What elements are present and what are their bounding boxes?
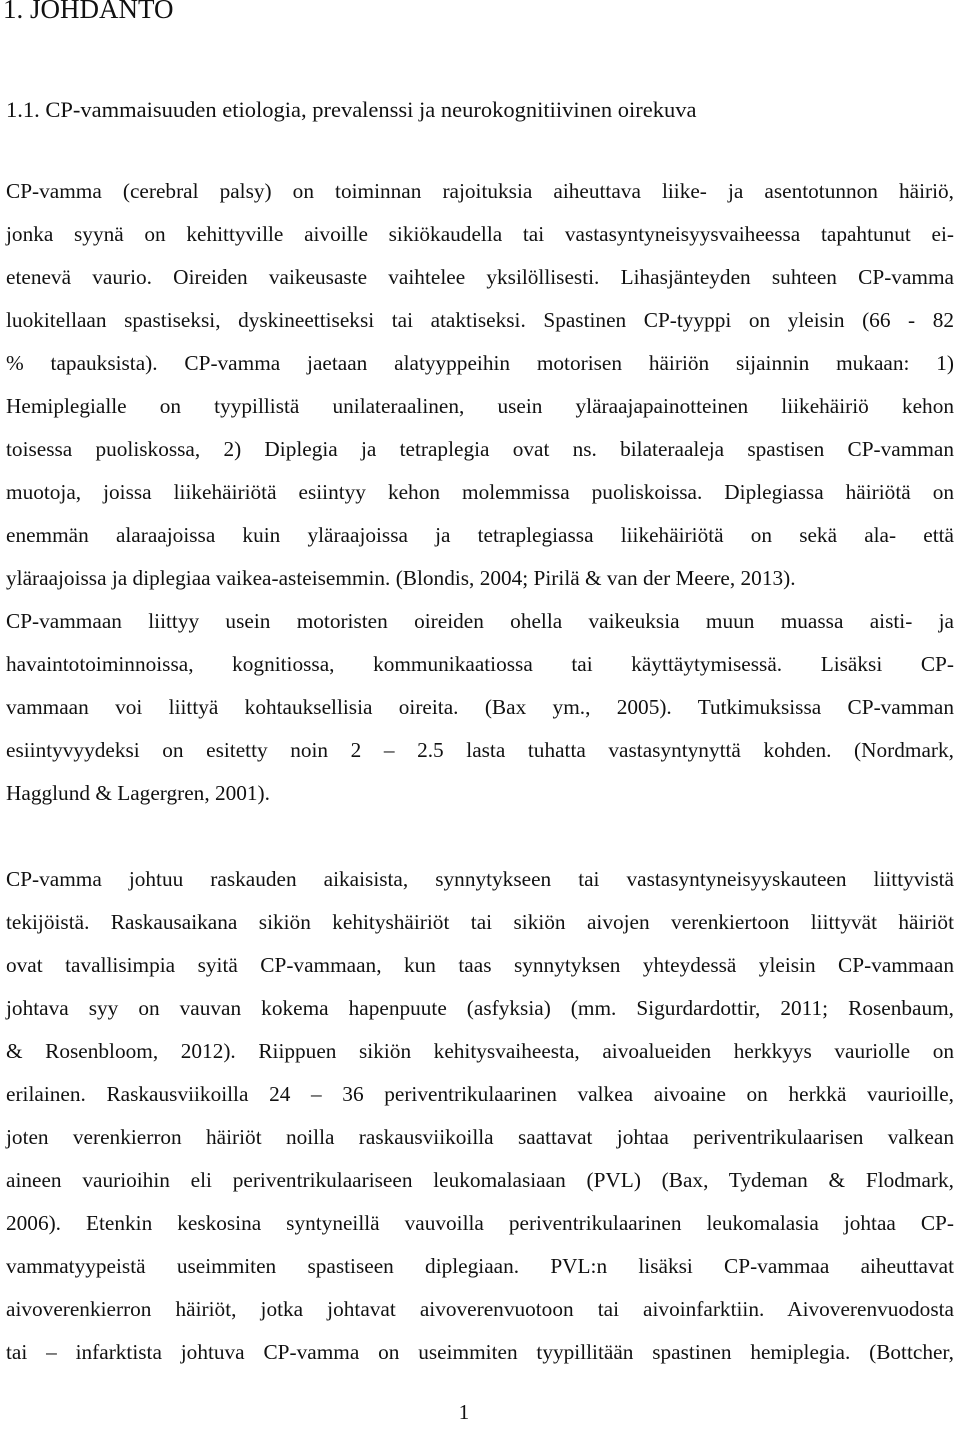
chapter-heading: 1. JOHDANTO — [3, 0, 174, 24]
text-line: tekijöistä. Raskausaikana sikiön kehityshäiriöt tai sikiön aivojen verenkiertoon liittyvät häiriöt — [6, 910, 954, 934]
text-line: luokitellaan spastiseksi, dyskineettiseksi tai ataktiseksi. Spastinen CP-tyyppi on yleisin (66 - 82 — [6, 308, 954, 332]
text-line: etenevä vaurio. Oireiden vaikeusaste vaihtelee yksilöllisesti. Lihasjänteyden suhteen CP-vamma — [6, 265, 954, 289]
text-line: yläraajoissa ja diplegiaa vaikea-asteisemmin. (Blondis, 2004; Pirilä & van der Meere, 2013). — [6, 566, 796, 590]
text-line: ovat tavallisimpia syitä CP-vammaan, kun taas synnytyksen yhteydessä yleisin CP-vammaan — [6, 953, 954, 977]
text-line: & Rosenbloom, 2012). Riippuen sikiön kehitysvaiheesta, aivoalueiden herkkyys vauriolle on — [6, 1039, 954, 1063]
text-line: johtava syy on vauvan kokema hapenpuute (asfyksia) (mm. Sigurdardottir, 2011; Rosenbaum, — [6, 996, 954, 1020]
text-line: joten verenkierron häiriöt noilla raskausviikoilla saattavat johtaa periventrikulaarisen valkean — [6, 1125, 954, 1149]
section-heading: 1.1. CP-vammaisuuden etiologia, prevalenssi ja neurokognitiivinen oirekuva — [6, 97, 697, 122]
text-line: Hagglund & Lagergren, 2001). — [6, 781, 270, 805]
text-line: enemmän alaraajoissa kuin yläraajoissa ja tetraplegiassa liikehäiriötä on sekä ala- että — [6, 523, 954, 547]
text-line: 2006). Etenkin keskosina syntyneillä vauvoilla periventrikulaarinen leukomalasia johtaa CP- — [6, 1211, 954, 1235]
text-line: CP-vammaan liittyy usein motoristen oireiden ohella vaikeuksia muun muassa aisti- ja — [6, 609, 954, 633]
text-line: aivoverenkierron häiriöt, jotka johtavat aivoverenvuotoon tai aivoinfarktiin. Aivoverenvuodosta — [6, 1297, 954, 1321]
page-number: 1 — [458, 1400, 470, 1424]
text-line: muotoja, joissa liikehäiriötä esiintyy kehon molemmissa puoliskoissa. Diplegiassa häiriötä on — [6, 480, 954, 504]
text-line: tai – infarktista johtuva CP-vamma on useimmiten tyypillitään spastinen hemiplegia. (Bottcher, — [6, 1340, 954, 1364]
text-line: % tapauksista). CP-vamma jaetaan alatyyppeihin motorisen häiriön sijainnin mukaan: 1) — [6, 351, 954, 375]
text-line: jonka syynä on kehittyville aivoille sikiökaudella tai vastasyntyneisyysvaiheessa tapahtunut ei- — [6, 222, 954, 246]
text-line: vammaan voi liittyä kohtauksellisia oireita. (Bax ym., 2005). Tutkimuksissa CP-vamman — [6, 695, 954, 719]
text-line: vammatyypeistä useimmiten spastiseen diplegiaan. PVL:n lisäksi CP-vammaa aiheuttavat — [6, 1254, 954, 1278]
text-line: CP-vamma (cerebral palsy) on toiminnan rajoituksia aiheuttava liike- ja asentotunnon häiriö, — [6, 179, 954, 203]
text-line: erilainen. Raskausviikoilla 24 – 36 periventrikulaarinen valkea aivoaine on herkkä vaurioille, — [6, 1082, 954, 1106]
text-line: toisessa puoliskossa, 2) Diplegia ja tetraplegia ovat ns. bilateraaleja spastisen CP-vamman — [6, 437, 954, 461]
text-line: CP-vamma johtuu raskauden aikaisista, synnytykseen tai vastasyntyneisyyskauteen liittyvistä — [6, 867, 954, 891]
text-line: Hemiplegialle on tyypillistä unilateraalinen, usein yläraajapainotteinen liikehäiriö kehon — [6, 394, 954, 418]
text-line: havaintotoiminnoissa, kognitiossa, kommunikaatiossa tai käyttäytymisessä. Lisäksi CP- — [6, 652, 954, 676]
text-line: esiintyvyydeksi on esitetty noin 2 – 2.5 lasta tuhatta vastasyntynyttä kohden. (Nordmark, — [6, 738, 954, 762]
text-line: aineen vaurioihin eli periventrikulaariseen leukomalasiaan (PVL) (Bax, Tydeman & Flodmark, — [6, 1168, 954, 1192]
